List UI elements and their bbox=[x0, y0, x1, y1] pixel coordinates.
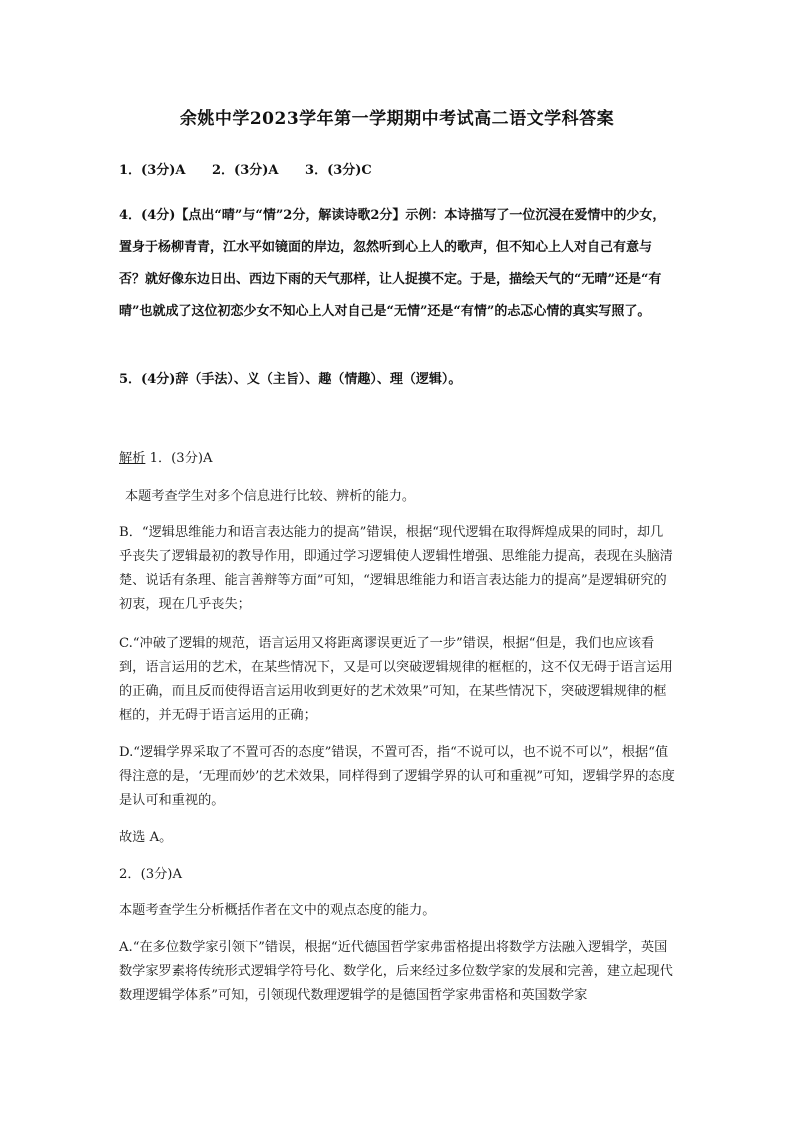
analysis-q1-heading bbox=[119, 447, 676, 471]
answer-2: 2．(3分)A bbox=[212, 163, 279, 178]
answer-1: 1．(3分)A bbox=[119, 163, 186, 178]
answer-3: 3．(3分)C bbox=[305, 163, 372, 178]
analysis-q2-heading: 2．(3分)A bbox=[119, 867, 182, 882]
answer-5: 5．(4分)辞（手法）、义（主旨）、趣（情趣）、理（逻辑）。 bbox=[119, 372, 462, 387]
answers-row bbox=[119, 159, 394, 178]
analysis-q1-intro: 本题考查学生对多个信息进行比较、辨析的能力。 bbox=[125, 489, 416, 504]
analysis-q2-intro: 本题考查学生分析概括作者在文中的观点态度的能力。 bbox=[119, 903, 436, 918]
analysis-q1-option-d: D.“逻辑学界采取了不置可否的态度”错误，不置可否，指“不说可以，也不说不可以”，根据“值得注意的是，‘无理而妙’的艺术效果，同样得到了逻辑学界的认可和重视”可知，逻辑学界的态度是认可和重视的。 bbox=[119, 745, 675, 808]
analysis-q1-option-b: B．“逻辑思维能力和语言表达能力的提高”错误，根据“现代逻辑在取得辉煌成果的同时，却几乎丧失了逻辑最初的教导作用，即通过学习逻辑使人逻辑性增强、思维能力提高，表现在头脑清楚、说话有条理、能言善辩等方面”可知，“逻辑思维能力和语言表达能力的提高”是逻辑研究的初衷，现在几乎丧失； bbox=[119, 525, 673, 612]
document-title: 余姚中学2023学年第一学期期中考试高二语文学科答案 bbox=[179, 109, 615, 129]
analysis-label: 解析 bbox=[119, 451, 146, 466]
answer-4: 4．(4分)【点出“晴”与“情”2分，解读诗歌2分】示例：本诗描写了一位沉浸在爱情中的少女，置身于杨柳青青，江水平如镜面的岸边，忽然听到心上人的歌声，但不知心上人对自己有意与否？就好像东边日出、西边下雨的天气那样，让人捉摸不定。于是，描绘天气的“无晴”还是“有晴”也就成了这位初恋少女不知心上人对自己是“无情”还是“有情”的忐忑心情的真实写照了。 bbox=[119, 208, 666, 319]
analysis-q1-head: 1．(3分)A bbox=[149, 451, 213, 466]
analysis-q1-option-c: C.“冲破了逻辑的规范，语言运用又将距离谬误更近了一步”错误，根据“但是，我们也应该看到，语言运用的艺术，在某些情况下，又是可以突破逻辑规律的框框的，这不仅无碍于语言运用的正确，而且反而使得语言运用收到更好的艺术效果”可知，在某些情况下，突破逻辑规律的框框的，并无碍于语言运用的正确； bbox=[119, 636, 673, 723]
analysis-q1-conclusion: 故选 A。 bbox=[119, 830, 173, 845]
analysis-q2-option-a: A.“在多位数学家引领下”错误，根据“近代德国哲学家弗雷格提出将数学方法融入逻辑学，英国数学家罗素将传统形式逻辑学符号化、数学化，后来经过多位数学家的发展和完善，建立起现代数理逻辑学体系”可知，引领现代数理逻辑学的是德国哲学家弗雷格和英国数学家 bbox=[119, 940, 673, 1003]
